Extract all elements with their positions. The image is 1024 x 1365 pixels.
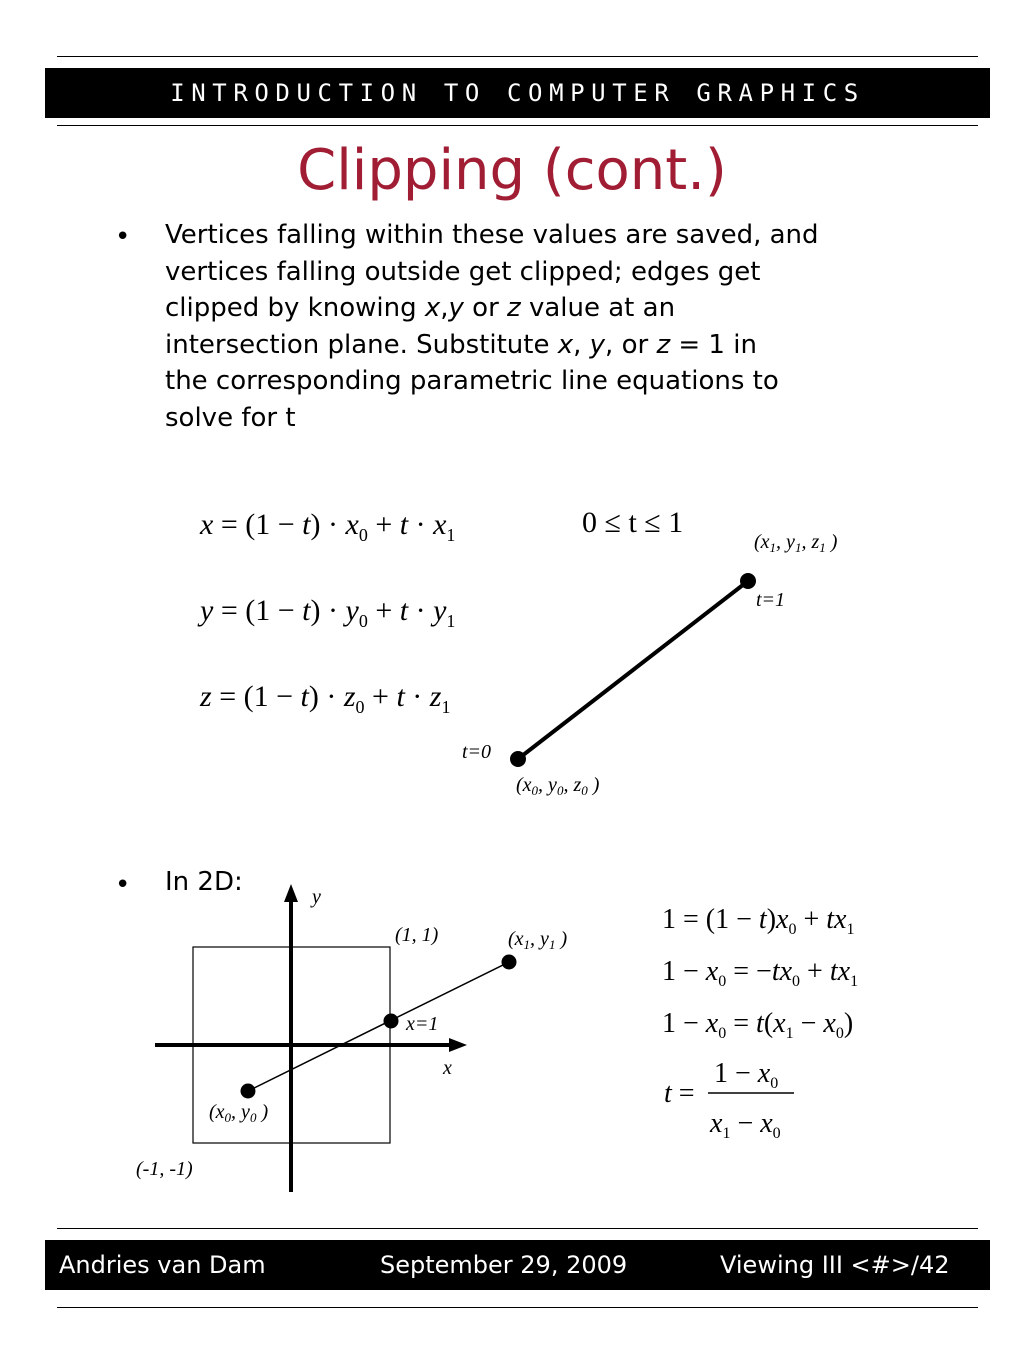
equation-z: $z = (1 - t) \cdot z_0 + t \cdot z_1$ — [200, 680, 451, 717]
footer-slide-ref: Viewing III <#>/42 — [720, 1251, 950, 1279]
x-axis-arrow-icon — [449, 1038, 467, 1052]
y-axis-label: y — [312, 886, 321, 908]
p1-label: ($x_1$, $y_1$ ) — [508, 928, 568, 952]
point-p0 — [241, 1084, 256, 1099]
p0-label: ($x_0$, $y_0$ ) — [209, 1101, 269, 1125]
derivation-step-1: $1 = (1 - t)x_0 + tx_1$ — [662, 904, 855, 938]
equation-y: $y = (1 - t) \cdot y_0 + t \cdot y_1$ — [200, 594, 456, 631]
derivation-step-2: $1 - x_0 = -tx_0 + tx_1$ — [662, 956, 859, 990]
footer-author: Andries van Dam — [59, 1251, 266, 1279]
parametric-segment-figure — [462, 531, 838, 798]
y-axis-arrow-icon — [284, 884, 298, 902]
slide-title: Clipping (cont.) — [297, 138, 727, 203]
footer-bar — [45, 1240, 990, 1290]
x1-boundary-label: x=1 — [406, 1013, 439, 1035]
clip-segment — [248, 962, 509, 1091]
bullet-1-line: solve for t — [165, 402, 296, 433]
point-p1 — [502, 955, 517, 970]
t1-label: t=1 — [756, 589, 786, 611]
bullet-2-text: In 2D: — [165, 867, 243, 897]
t0-label: t=0 — [462, 741, 492, 763]
intersection-point — [384, 1014, 399, 1029]
start-point — [510, 751, 526, 767]
equation-x: $x = (1 - t) \cdot x_0 + t \cdot x_1$ — [200, 508, 456, 545]
bullet-1-marker: • — [115, 222, 131, 252]
bottom-rule-lower — [57, 1307, 978, 1308]
bullet-1-line: the corresponding parametric line equations to — [165, 366, 779, 396]
end-point — [740, 573, 756, 589]
derivation-step-3: $1 - x_0 = t(x_1 - x_0)$ — [662, 1008, 854, 1042]
end-point-label: ($x_1$, $y_1$, $z_1$ ) — [754, 531, 838, 555]
course-title: INTRODUCTION TO COMPUTER GRAPHICS — [170, 79, 865, 107]
clipping-2d-figure — [136, 884, 567, 1192]
start-point-label: ($x_0$, $y_0$, $z_0$ ) — [516, 774, 600, 798]
bullet-1-line: clipped by knowing x,y or z value at an — [165, 293, 676, 323]
footer-date: September 29, 2009 — [380, 1251, 628, 1279]
x-axis-label: x — [443, 1057, 452, 1079]
bottom-rule-upper — [57, 1228, 978, 1229]
derivation-t-lhs: t = — [664, 1078, 695, 1109]
derivation-denominator: $x_1 - x_0$ — [710, 1108, 781, 1142]
t-range: 0 ≤ t ≤ 1 — [582, 506, 684, 539]
bullet-1-line: vertices falling outside get clipped; edges get — [165, 256, 761, 287]
derivation — [662, 904, 858, 1142]
segment-line — [518, 581, 748, 759]
bullet-2-marker: • — [115, 870, 131, 900]
derivation-numerator: $1 - x_0$ — [714, 1058, 779, 1092]
corner-bottom-left-label: (-1, -1) — [136, 1158, 193, 1180]
bullet-1-line: intersection plane. Substitute x, y, or z = 1 in — [165, 329, 757, 360]
corner-top-right-label: (1, 1) — [395, 924, 439, 946]
bullet-1-line: Vertices falling within these values are saved, and — [165, 220, 819, 250]
